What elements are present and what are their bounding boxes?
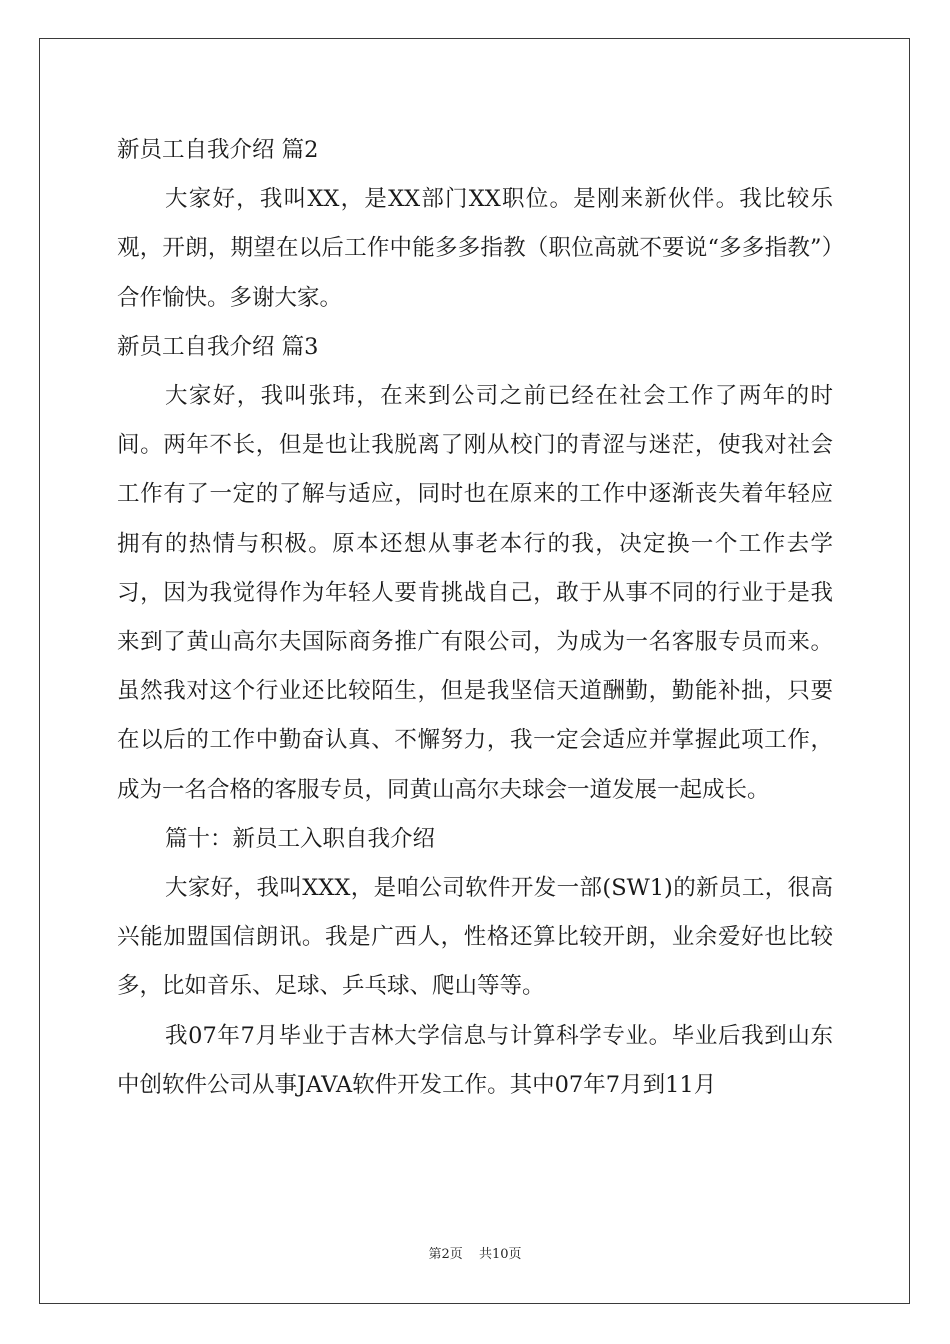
paragraph: 我07年7月毕业于吉林大学信息与计算科学专业。毕业后我到山东中创软件公司从事JAVA软件开发工作。其中07年7月到11月 [117, 1022, 833, 1098]
page-total: 共10页 [478, 1247, 522, 1262]
paragraph: 大家好，我叫XXX，是咱公司软件开发一部(SW1)的新员工，很高兴能加盟国信朗讯。我是广西人，性格还算比较开朗，业余爱好也比较多，比如音乐、足球、乒乓球、爬山等等。 [117, 875, 833, 1000]
section-heading: 新员工自我介绍 篇3 [117, 333, 319, 360]
page-footer [0, 1243, 950, 1262]
document-body [117, 126, 833, 1110]
paragraph: 大家好，我叫XX，是XX部门XX职位。是刚来新伙伴。我比较乐观，开朗，期望在以后工作中能多多指教（职位高就不要说“多多指教”）合作愉快。多谢大家。 [117, 186, 833, 311]
section-heading: 新员工自我介绍 篇2 [117, 137, 319, 163]
page-number: 第2页 [428, 1247, 463, 1262]
paragraph: 大家好，我叫张玮，在来到公司之前已经在社会工作了两年的时间。两年不长，但是也让我脱离了刚从校门的青涩与迷茫，使我对社会工作有了一定的了解与适应，同时也在原来的工作中逐渐丧失着年轻应拥有的热情与积极。原本还想从事老本行的我，决定换一个工作去学习，因为我觉得作为年轻人要肯挑战自己，敢于从事不同的行业于是我来到了黄山高尔夫国际商务推广有限公司，为成为一名客服专员而来。虽然我对这个行业还比较陌生，但是我坚信天道酬勤，勤能补拙，只要在以后的工作中勤奋认真、不懈努力，我一定会适应并掌握此项工作，成为一名合格的客服专员，同黄山高尔夫球会一道发展一起成长。 [117, 383, 833, 803]
subsection-title: 篇十：新员工入职自我介绍 [165, 825, 436, 852]
